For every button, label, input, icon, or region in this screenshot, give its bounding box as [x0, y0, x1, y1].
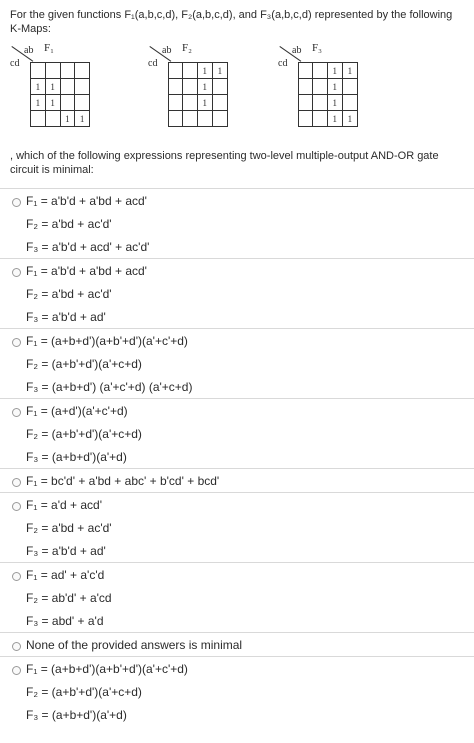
- kmap-cell: [60, 79, 75, 95]
- kmap-cell: [75, 79, 90, 95]
- kmap-cell: 1: [197, 95, 212, 111]
- kmap-cell: [31, 63, 46, 79]
- kmap-cell: 1: [327, 63, 342, 79]
- kmap-cell: [299, 111, 313, 127]
- kmap-grid: [298, 62, 358, 127]
- kmap-cell: [313, 79, 327, 95]
- kmap-cell: 1: [60, 111, 75, 127]
- option-expression: F₁ = ad' + a'c'd: [26, 568, 105, 582]
- option-expression: F₁ = bc'd' + a'bd + abc' + b'cd' + bcd': [26, 474, 220, 488]
- option-expression: F₂ = a'bd + ac'd': [26, 521, 112, 535]
- kmap-title: F₁: [44, 42, 54, 54]
- answer-option[interactable]: [0, 468, 474, 492]
- option-expression: F₂ = ab'd' + a'cd: [26, 591, 112, 605]
- option-expression: F₁ = (a+d')(a'+c'+d): [26, 404, 128, 418]
- kmap-cell: 1: [342, 63, 357, 79]
- cd-label: cd: [10, 58, 20, 69]
- option-expression: F₃ = (a+b+d')(a'+d): [26, 450, 127, 464]
- kmap-cell: 1: [45, 95, 60, 111]
- answer-option[interactable]: [0, 562, 474, 632]
- kmap-cell: [183, 95, 197, 111]
- ab-label: ab: [292, 45, 302, 56]
- option-expression: F₂ = (a+b'+d')(a'+c+d): [26, 427, 142, 441]
- kmap-cell: [45, 111, 60, 127]
- option-expression: None of the provided answers is minimal: [26, 638, 243, 652]
- kmap-cell: [342, 95, 357, 111]
- kmap-cell: [183, 79, 197, 95]
- kmap-cell: 1: [31, 79, 46, 95]
- kmap-cell: [299, 95, 313, 111]
- kmap-cell: [31, 111, 46, 127]
- kmap-row: [31, 63, 90, 79]
- kmap-cell: [60, 95, 75, 111]
- ab-label: ab: [24, 45, 34, 56]
- option-expression: F₂ = a'bd + ac'd': [26, 217, 112, 231]
- option-expression: F₃ = (a+b+d') (a'+c'+d) (a'+c+d): [26, 380, 193, 394]
- radio-button[interactable]: [12, 642, 21, 651]
- option-expression: F₁ = a'd + acd': [26, 498, 103, 512]
- kmap-row: [169, 111, 228, 127]
- kmap-cell: [313, 95, 327, 111]
- kmap-row: [169, 79, 228, 95]
- option-expression: F₃ = (a+b+d')(a'+d): [26, 708, 127, 722]
- kmap-cell: 1: [197, 63, 212, 79]
- kmap-cell: [169, 79, 183, 95]
- radio-button[interactable]: [12, 408, 21, 417]
- answer-option[interactable]: [0, 328, 474, 398]
- kmap-cell: [313, 63, 327, 79]
- kmap-row: [0, 38, 474, 138]
- kmap-f3: [278, 38, 358, 138]
- kmap-row: [31, 95, 90, 111]
- kmap-cell: [75, 63, 90, 79]
- kmap-row: [299, 95, 358, 111]
- kmap-cell: 1: [212, 63, 227, 79]
- kmap-cell: [342, 79, 357, 95]
- kmap-cell: 1: [31, 95, 46, 111]
- question-text: , which of the following expressions representing two-level multiple-output AND-OR gate circuit is minimal:: [10, 150, 439, 176]
- kmap-cell: [169, 63, 183, 79]
- answer-option[interactable]: [0, 656, 474, 726]
- question-header: For the given functions F₁(a,b,c,d), F₂(a,b,c,d), and F₃(a,b,c,d) represented by the following K-Maps:: [10, 9, 453, 35]
- option-expression: F₂ = (a+b'+d')(a'+c+d): [26, 685, 142, 699]
- radio-button[interactable]: [12, 478, 21, 487]
- kmap-cell: 1: [327, 111, 342, 127]
- kmap-row: [31, 111, 90, 127]
- kmap-cell: [197, 111, 212, 127]
- answer-options: [0, 188, 474, 726]
- kmap-grid: [30, 62, 90, 127]
- kmap-cell: [212, 79, 227, 95]
- radio-button[interactable]: [12, 572, 21, 581]
- kmap-row: [299, 111, 358, 127]
- option-expression: F₂ = a'bd + ac'd': [26, 287, 112, 301]
- kmap-cell: 1: [197, 79, 212, 95]
- kmap-cell: [183, 111, 197, 127]
- kmap-corner: [10, 44, 36, 69]
- kmap-row: [31, 79, 90, 95]
- kmap-cell: [183, 63, 197, 79]
- option-expression: F₁ = (a+b+d')(a+b'+d')(a'+c'+d): [26, 334, 188, 348]
- radio-button[interactable]: [12, 268, 21, 277]
- option-expression: F₃ = a'b'd + ad': [26, 544, 106, 558]
- answer-option[interactable]: [0, 492, 474, 562]
- kmap-f1: [10, 38, 90, 138]
- radio-button[interactable]: [12, 502, 21, 511]
- answer-option[interactable]: [0, 632, 474, 656]
- option-expression: F₁ = a'b'd + a'bd + acd': [26, 264, 147, 278]
- radio-button[interactable]: [12, 338, 21, 347]
- answer-option[interactable]: [0, 398, 474, 468]
- option-expression: F₁ = a'b'd + a'bd + acd': [26, 194, 147, 208]
- option-expression: F₃ = a'b'd + acd' + ac'd': [26, 240, 150, 254]
- cd-label: cd: [148, 58, 158, 69]
- kmap-row: [299, 63, 358, 79]
- option-expression: F₃ = a'b'd + ad': [26, 310, 106, 324]
- option-expression: F₂ = (a+b'+d')(a'+c+d): [26, 357, 142, 371]
- kmap-cell: [212, 95, 227, 111]
- kmap-row: [169, 63, 228, 79]
- kmap-cell: 1: [327, 95, 342, 111]
- option-expression: F₃ = abd' + a'd: [26, 614, 104, 628]
- kmap-cell: [313, 111, 327, 127]
- kmap-cell: [60, 63, 75, 79]
- kmap-cell: 1: [75, 111, 90, 127]
- kmap-cell: [169, 111, 183, 127]
- kmap-row: [169, 95, 228, 111]
- kmap-title: F₃: [312, 42, 322, 54]
- kmap-title: F₂: [182, 42, 192, 54]
- kmap-cell: [75, 95, 90, 111]
- kmap-cell: [299, 63, 313, 79]
- kmap-cell: 1: [45, 79, 60, 95]
- kmap-cell: [45, 63, 60, 79]
- kmap-cell: [169, 95, 183, 111]
- kmap-row: [299, 79, 358, 95]
- kmap-cell: 1: [327, 79, 342, 95]
- radio-button[interactable]: [12, 666, 21, 675]
- radio-button[interactable]: [12, 198, 21, 207]
- kmap-grid: [168, 62, 228, 127]
- kmap-f2: [148, 38, 228, 138]
- option-expression: F₁ = (a+b+d')(a+b'+d')(a'+c'+d): [26, 662, 188, 676]
- cd-label: cd: [278, 58, 288, 69]
- answer-option[interactable]: [0, 258, 474, 328]
- kmap-corner: [278, 44, 304, 69]
- ab-label: ab: [162, 45, 172, 56]
- answer-option[interactable]: [0, 188, 474, 258]
- kmap-cell: [212, 111, 227, 127]
- kmap-cell: 1: [342, 111, 357, 127]
- kmap-cell: [299, 79, 313, 95]
- kmap-corner: [148, 44, 174, 69]
